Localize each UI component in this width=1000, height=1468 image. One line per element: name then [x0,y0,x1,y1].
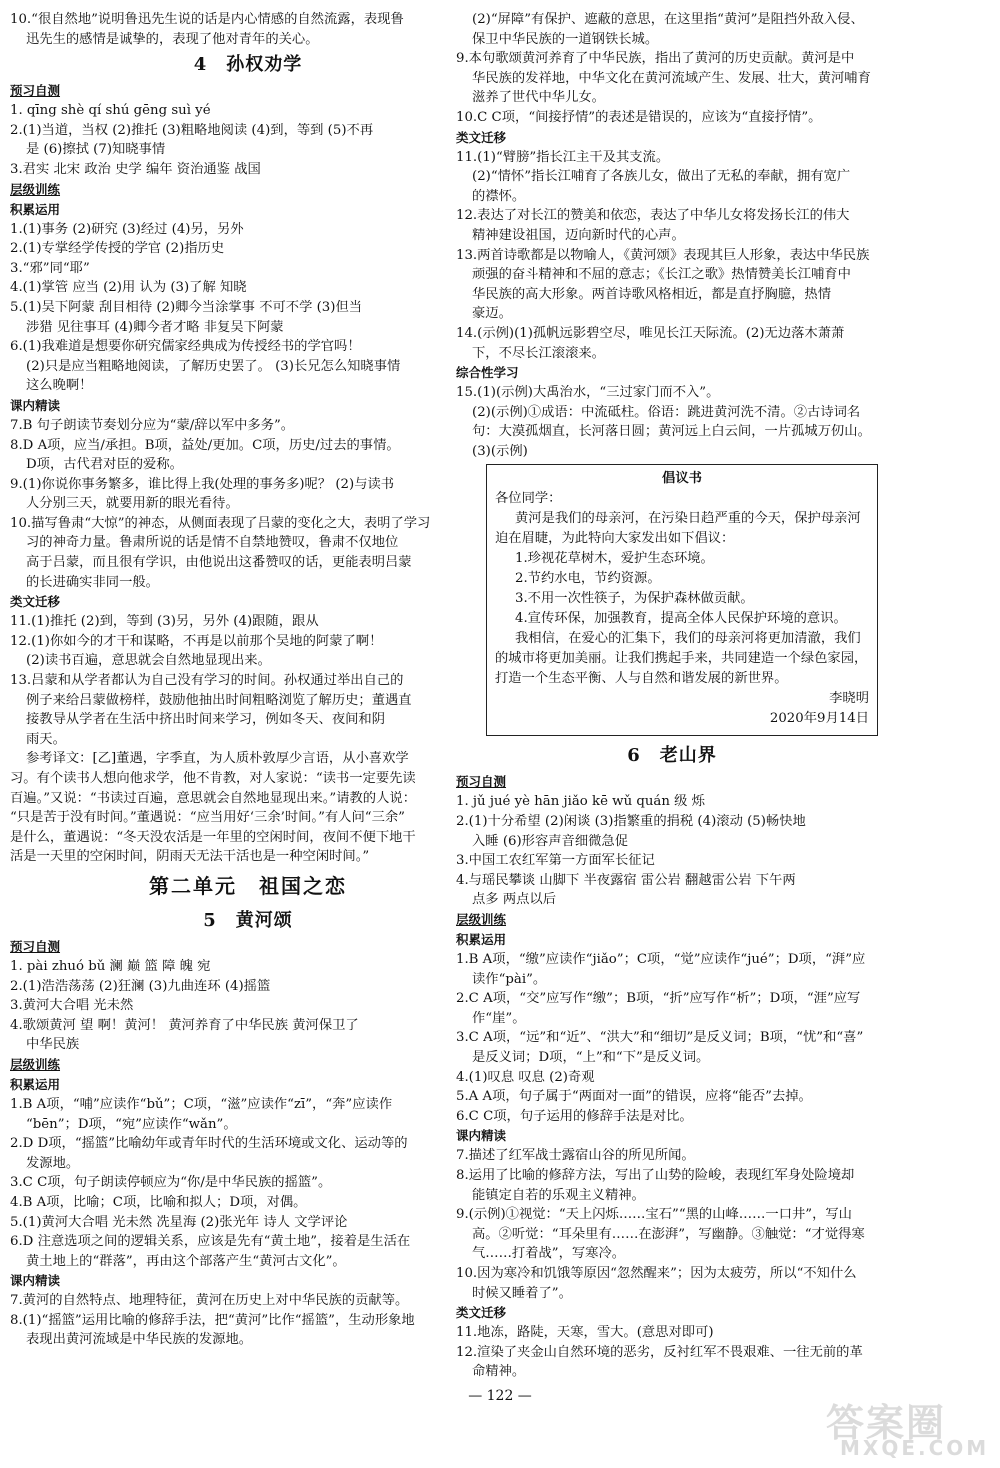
section-label: 积累运用 [10,1076,61,1092]
text-line: 涉猎 见往事耳 (4)卿今者才略 非复吴下阿蒙 [26,319,284,335]
proposal-body: 迫在眉睫，为此特向大家发出如下倡议： [495,531,735,547]
text-line: 豪迈。 [472,306,512,322]
text-line: 1.(1)事务 (2)研究 (3)经过 (4)另，另外 [10,221,244,237]
section-label: 层级训练 [10,1056,61,1072]
text-line: (2)读书百遍，意思就会自然地显现出来。 [26,653,271,669]
proposal-box [486,464,878,736]
text-line: 高。②听觉：“耳朵里有……在澎湃”，写幽静。③触觉：“才觉得寒 [472,1226,865,1242]
section-label: 课内精读 [456,1128,507,1144]
section-label: 积累运用 [10,201,61,217]
text-line: 2.(1)浩浩荡荡 (2)狂澜 (3)九曲连环 (4)摇篮 [10,978,271,994]
text-line: 4.(1)叹息 叹息 (2)奇观 [456,1069,595,1085]
text-line: 11.(1)“臂膀”指长江主干及其支流。 [456,149,670,165]
text-line: 4.与瑶民攀谈 山脚下 半夜露宿 雷公岩 翻越雷公岩 下午两 [456,872,796,888]
section-label: 预习自测 [10,938,61,954]
lesson-heading: 5 黄河颂 [203,909,293,931]
text-line: 读作“pài”。 [472,971,547,987]
text-line: (3)(示例) [472,443,528,459]
text-line: 3.黄河大合唱 光未然 [10,998,134,1014]
watermark-text: 答案圈 [826,1401,947,1445]
text-line: 迅先生的感情是诚挚的，表现了他对青年的关心。 [26,31,319,47]
text-line: 华民族的发祥地，中华文化在黄河流域产生、发展、壮大，黄河哺育 [472,70,871,86]
section-label: 预习自测 [456,774,507,790]
text-line: 8.(1)“摇篮”运用比喻的修辞手法，把“黄河”比作“摇篮”，生动形象地 [10,1312,415,1328]
text-line: 表现出黄河流域是中华民族的发源地。 [26,1332,253,1348]
text-line: 10.因为寒冷和饥饿等原因“忽然醒来”；因为太疲劳，所以“不知什么 [456,1265,857,1281]
text-line: 下，不尽长江滚滚来。 [472,345,605,361]
text-line: 这么晚啊！ [26,378,93,394]
text-line: 是什么，董遇说：“冬天没农活是一年里的空闲时间，夜间不便下地干 [10,829,416,845]
proposal-greeting: 各位同学： [495,491,562,507]
text-line: 参考译文：[乙]董遇，字季直，为人质朴敦厚少言语，从小喜欢学 [26,751,409,767]
text-line: 雨天。 [26,731,66,747]
text-line: 15.(1)(示例)大禹治水，“三过家门而不入”。 [456,385,720,401]
text-line: 2.(1)当道，当权 (2)推托 (3)粗略地阅读 (4)到，等到 (5)不再 [10,122,374,138]
text-line: (2)“情怀”指长江哺育了各族儿女，做出了无私的奉献，拥有宽广 [472,169,851,185]
watermark-logo [826,1392,990,1462]
unit-heading: 第二单元 祖国之恋 [149,873,347,898]
text-line: 能镇定自若的乐观主义精神。 [472,1187,645,1203]
text-line: 7.黄河的自然特点、地理特征，黄河在历史上对中华民族的贡献等。 [10,1293,409,1309]
text-line: 13.吕蒙和从学者都认为自己没有学习的时间。孙权通过举出自己的 [10,673,404,689]
text-line: 1. pài zhuó bǔ 澜 巅 篮 障 魄 宛 [10,958,211,974]
proposal-body: 黄河是我们的母亲河，在污染日趋严重的今天，保护母亲河 [515,511,861,527]
section-label: 类文迁移 [456,1305,507,1321]
proposal-closing: 打造一个生态平衡、人与自然和谐发展的新世界。 [495,671,788,687]
text-line: (2)“屏障”有保护、遮蔽的意思，在这里指“黄河”是阻挡外敌入侵、 [472,12,864,27]
text-line: 12.渲染了夹金山自然环境的恶劣，反衬红军不畏艰难、一往无前的革 [456,1344,863,1360]
text-line: 是 (6)擦拭 (7)知晓事情 [26,142,166,158]
text-line: 6.D 注意选项之间的逻辑关系，应该是先有“黄土地”，接着是生活在 [10,1234,411,1250]
section-label: 类文迁移 [456,129,507,145]
right-column [456,10,888,1382]
text-line: 顽强的奋斗精神和不屈的意志；《长江之歌》热情赞美长江哺育中 [472,267,851,283]
text-line: 命精神。 [472,1364,526,1380]
section-label: 层级训练 [10,181,61,197]
text-line: 11.地冻，路陡，天寒，雪大。(意思对即可) [456,1325,714,1341]
text-line: 高于吕蒙，而且很有学识，由他说出这番赞叹的话，更能表明吕蒙 [26,555,412,571]
text-line: 气……打着战”，写寒冷。 [472,1246,626,1262]
lesson-heading: 4 孙权劝学 [193,54,303,76]
section-label: 课内精读 [10,397,61,413]
text-line: 2.(1)十分希望 (2)闲谈 (3)指繁重的捐税 (4)滚动 (5)畅快地 [456,814,806,830]
text-line: 11.(1)推托 (2)到，等到 (3)另，另外 (4)跟随，跟从 [10,614,319,630]
text-line: “bēn”；D项，“宛”应读作“wǎn”。 [26,1116,237,1132]
text-line: 6.(1)我难道是想要你研究儒家经典成为传授经书的学官吗！ [10,339,361,355]
section-label: 预习自测 [10,83,61,99]
text-line: D项，古代君对臣的爱称。 [26,457,183,473]
text-line: 1.B A项，“缴”应读作“jiǎo”；C项，“觉”应读作“jué”；D项，“湃”应 [456,952,866,968]
text-line: 黄土地上的“群落”，再由这个部落产生“黄河古文化”。 [26,1253,346,1269]
proposal-title: 倡议书 [662,471,702,487]
proposal-item: 4.宣传环保，加强教育，提高全体人民保护环境的意识。 [515,611,847,627]
text-line: 2.C A项，“交”应写作“缴”；B项，“折”应写作“析”；D项，“涯”应写 [456,991,861,1007]
text-line: 1. jǔ jué yè hān jiǎo kē wǔ quán 级 烁 [456,794,705,810]
text-line: 例子来给吕蒙做榜样，鼓励他抽出时间粗略浏览了解历史；董遇直 [26,692,412,708]
text-line: 9.(1)你说你事务繁多，谁比得上我(处理的事务多)呢？ (2)与读书 [10,476,395,492]
text-line: (2)只是应当粗略地阅读，了解历史罢了。 (3)长兄怎么知晓事情 [26,358,401,374]
text-line: 10.描写鲁肃“大惊”的神态，从侧面表现了吕蒙的变化之大，表明了学习 [10,515,431,531]
text-line: 接教导从学者在生活中挤出时间来学习，例如冬天、夜间和阴 [26,712,386,728]
text-line: 3.C C项，句子朗读停顿应为“你/是中华民族的摇篮”。 [10,1175,332,1191]
text-line: 作“崖”。 [472,1010,526,1026]
text-line: 人分别三天，就要用新的眼光看待。 [26,496,239,512]
text-line: 9.本句歌颂黄河养育了中华民族，指出了黄河的历史贡献。黄河是中 [456,51,855,67]
text-line: 4.(1)掌管 应当 (2)用 认为 (3)了解 知晓 [10,280,247,296]
text-line: 3.“邪”同“耶” [10,260,90,276]
text-line: 时候又睡着了”。 [472,1285,572,1301]
text-line: 保卫中华民族的一道钢铁长城。 [472,31,659,47]
text-line: 精神建设祖国，迈向新时代的心声。 [472,227,685,243]
left-column [10,10,486,1350]
text-line: 习。有个读书人想向他求学，他不肯教，对人家说：“读书一定要先读 [10,771,416,786]
page-number: — 122 — [468,1388,532,1404]
section-label: 层级训练 [456,912,507,928]
proposal-item: 2.节约水电，节约资源。 [515,571,661,587]
text-line: 12.(1)你如今的才干和谋略，不再是以前那个吴地的阿蒙了啊！ [10,633,383,649]
text-line: 3.中国工农红军第一方面军长征记 [456,853,655,869]
section-label: 综合性学习 [456,365,519,381]
text-line: 10.“很自然地”说明鲁迅先生说的话是内心情感的自然流露，表现鲁 [10,12,404,27]
text-line: 入睡 (6)形容声音细微急促 [472,833,629,849]
text-line: 华民族的高大形象。两首诗歌风格相近，都是直抒胸臆，热情 [472,286,832,302]
text-line: 的长进确实非同一般。 [26,574,159,590]
text-line: 7.描述了红军战士露宿山谷的所见所闻。 [456,1148,695,1164]
text-line: 13.两首诗歌都是以物喻人，《黄河颂》表现其巨人形象，表达中华民族 [456,247,870,263]
section-label: 积累运用 [456,932,507,948]
text-line: 滋养了世代中华儿女。 [472,90,605,106]
text-line: 句：大漠孤烟直，长河落日圆；黄河远上白云间，一片孤城万仞山。 [472,424,871,440]
text-line: 4.B A项，比喻；C项，比喻和拟人；D项，对偶。 [10,1194,307,1210]
text-line: 1.B A项，“哺”应读作“bǔ”；C项，“滋”应读作“zī”，“奔”应读作 [10,1096,393,1112]
text-line: 3.C A项，“远”和“近”、“洪大”和“细切”是反义词；B项，“忧”和“喜” [456,1030,864,1046]
text-line: 8.D A项，应当/承担。B项，益处/更加。C项，历史/过去的事情。 [10,437,400,453]
proposal-signer: 李晓明 [829,691,869,707]
text-line: 5.(1)黄河大合唱 光未然 冼星海 (2)张光年 诗人 文学评论 [10,1214,348,1230]
text-line: 1. qīng shè qí shú gēng suì yé [10,103,211,119]
section-label: 类文迁移 [10,594,61,610]
text-line: 9.(示例)①视觉：“天上闪烁……宝石”“黑的山峰……一口井”，写山 [456,1207,852,1223]
text-line: 点多 两点以后 [472,892,557,908]
text-line: 习的神奇力量。鲁肃所说的话是情不自禁地赞叹，鲁肃不仅地位 [26,535,399,551]
text-line: 12.表达了对长江的赞美和依恋，表达了中华儿女将发扬长江的伟大 [456,208,850,224]
text-line: 的襟怀。 [472,188,526,204]
text-line: 2.(1)专掌经学传授的学官 (2)指历史 [10,241,225,257]
text-line: 活是一天里的空闲时间，阴雨天无法干活也是一种空闲时间。” [10,849,370,865]
text-line: 10.C C项，“间接抒情”的表述是错误的，应该为“直接抒情”。 [456,109,822,125]
text-line: 5.A A项，句子属于“两面对一面”的错误，应将“能否”去掉。 [456,1089,812,1105]
text-line: 3.君实 北宋 政治 史学 编年 资治通鉴 战国 [10,161,261,177]
text-line: 6.C C项，句子运用的修辞手法是对比。 [456,1108,693,1124]
text-line: 5.(1)吴下阿蒙 刮目相待 (2)卿今当涂掌事 不可不学 (3)但当 [10,299,363,315]
proposal-closing: 的城市将更加美丽。让我们携起手来，共同建造一个绿色家园， [495,651,868,667]
text-line: 是反义词；D项，“上”和“下”是反义词。 [472,1050,710,1065]
text-line: 4.歌颂黄河 望 啊！黄河！ 黄河养育了中华民族 黄河保卫了 [10,1017,359,1033]
text-line: 7.B 句子朗读节奏划分应为“蒙/辞以军中多务”。 [10,417,295,433]
proposal-item: 3.不用一次性筷子，为保护森林做贡献。 [515,591,754,607]
text-line: 百遍。”又说：“书读过百遍，意思就会自然地显现出来。”请教的人说： [10,790,416,806]
text-line: 14.(示例)(1)孤帆远影碧空尽，唯见长江天际流。(2)无边落木萧萧 [456,325,845,341]
lesson-heading: 6 老山界 [627,745,717,767]
proposal-closing: 我相信，在爱心的汇集下，我们的母亲河将更加清澈，我们 [515,631,861,647]
text-line: 中华民族 [26,1037,80,1053]
watermark-url: MXQE.COM [840,1436,990,1460]
text-line: (2)(示例)①成语：中流砥柱。俗语：跳进黄河洗不清。②古诗词名 [472,404,861,420]
proposal-item: 1.珍视花草树木，爱护生态环境。 [515,551,714,567]
proposal-date: 2020年9月14日 [769,711,869,727]
text-line: “只是苦于没有时间。”董遇说：“应当用好‘三余’时间。”有人问“三余” [10,810,405,826]
text-line: 2.D D项，“摇篮”比喻幼年或青年时代的生活环境或文化、运动等的 [10,1136,408,1152]
section-label: 课内精读 [10,1273,61,1289]
text-line: 8.运用了比喻的修辞方法，写出了山势的险峻，表现红军身处险境却 [456,1167,855,1183]
text-line: 发源地。 [26,1155,80,1171]
